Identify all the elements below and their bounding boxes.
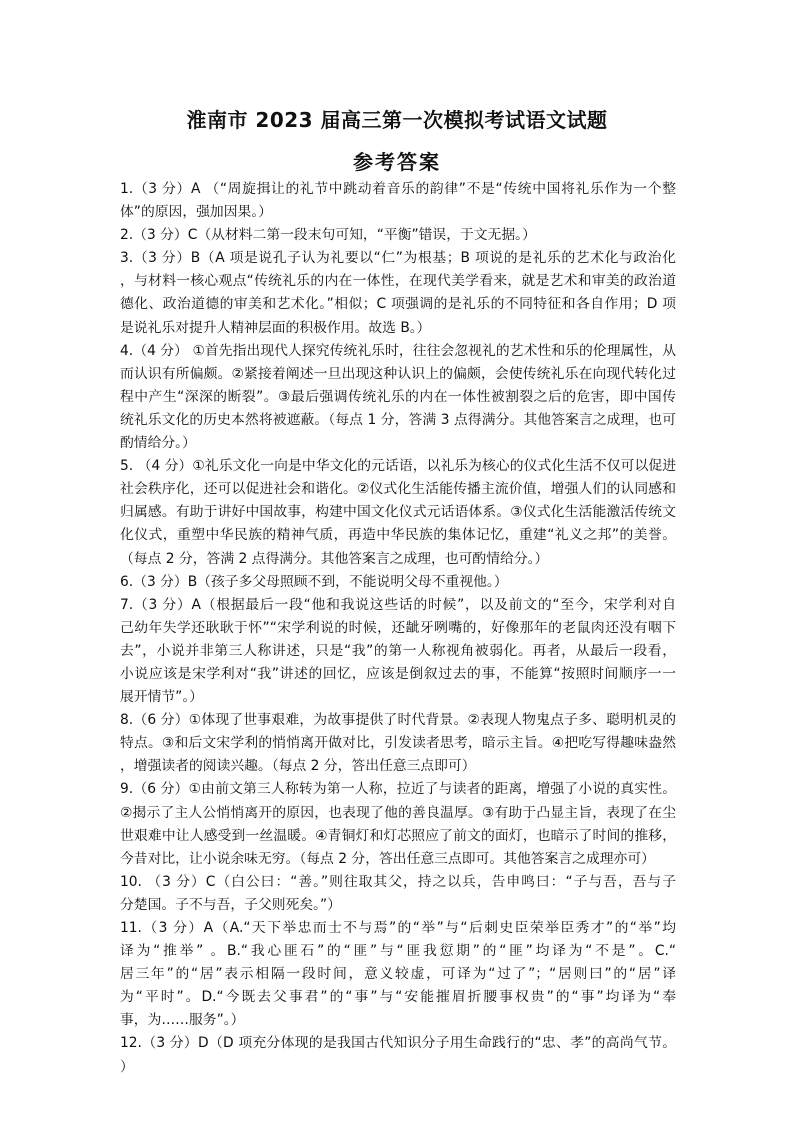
answer-line: 而认识有所偏颇。②紧接着阐述一旦出现这种认识上的偏颇，会使传统礼乐在向现代转化过 bbox=[120, 365, 676, 382]
page-subtitle: 参考答案 bbox=[353, 150, 441, 174]
answer-line: 去”，小说并非第三人称讲述，只是“我”的第一人称视角被弱化。再者，从最后一段看， bbox=[120, 642, 676, 659]
answer-line: 3.（3 分）B（A 项是说孔子认为礼要以“仁”为根基；B 项说的是礼乐的艺术化与政治化 bbox=[120, 250, 676, 267]
answer-line: 展开情节”。） bbox=[120, 689, 204, 706]
answer-line: ） bbox=[120, 1058, 134, 1075]
answer-line: 译为“推举” 。B.“我心匪石”的“匪”与“匪我愆期”的“匪”均译为“不是”。C.“ bbox=[120, 943, 676, 960]
answer-line: （每点 2 分，答满 2 点得满分。其他答案言之成理，也可酌情给分。） bbox=[120, 550, 549, 567]
answer-line: ，增强读者的阅读兴趣。（每点 2 分，答出任意三点即可） bbox=[120, 758, 476, 775]
answer-line: 化仪式，重塑中华民族的精神气质，再造中华民族的集体记忆，重建“礼义之邦”的美誉。 bbox=[120, 527, 676, 544]
answer-list bbox=[120, 178, 676, 1079]
answer-line: 体”的原因，强加因果。） bbox=[120, 204, 273, 221]
answer-line: 归属感。有助于讲好中国故事，构建中国文化仪式元话语体系。③仪式化生活能激活传统文 bbox=[120, 504, 676, 521]
answer-line: 社会秩序化，还可以促进社会和谐化。②仪式化生活能传播主流价值，增强人们的认同感和 bbox=[120, 481, 676, 498]
answer-line: ②揭示了主人公悄悄离开的原因，也表现了他的善良温厚。③有助于凸显主旨，表现了在尘 bbox=[120, 804, 676, 821]
answer-line: 7.（3 分）A（根据最后一段“他和我说这些话的时候”，以及前文的“至今，宋学利对自 bbox=[120, 596, 676, 613]
answer-line: 居三年”的“居”表示相隔一段时间，意义较虚，可译为“过了”；“居则曰”的“居”译 bbox=[120, 966, 676, 983]
answer-line: 今昔对比，让小说余味无穷。（每点 2 分，答出任意三点即可。其他答案言之成理亦可） bbox=[120, 850, 655, 867]
answer-item-4 bbox=[120, 340, 676, 455]
answer-item-5 bbox=[120, 455, 676, 570]
answer-line: 6.（3 分）B（孩子多父母照顾不到，不能说明父母不重视他。） bbox=[120, 573, 508, 590]
page-title: 淮南市 2023 届高三第一次模拟考试语文试题 bbox=[186, 108, 608, 132]
answer-line: 世艰难中让人感受到一丝温暖。④青铜灯和灯芯照应了前文的面灯，也暗示了时间的推移， bbox=[120, 827, 676, 844]
answer-item-11 bbox=[120, 917, 676, 1032]
answer-item-12 bbox=[120, 1032, 676, 1078]
answer-item-9 bbox=[120, 778, 676, 870]
answer-line: 德化、政治道德的审美和艺术化。”相似；C 项强调的是礼乐的不同特征和各自作用；D 项 bbox=[120, 296, 676, 313]
answer-line: 9.（6 分）①由前文第三人称转为第一人称，拉近了与读者的距离，增强了小说的真实性。 bbox=[120, 781, 676, 798]
answer-line: 特点。③和后文宋学利的悄悄离开做对比，引发读者思考，暗示主旨。④把吃写得趣味盎然 bbox=[120, 735, 676, 752]
answer-line: 为“平时”。D.“今既去父事君”的“事”与“安能摧眉折腰事权贵”的“事”均译为“奉 bbox=[120, 989, 676, 1006]
answer-item-7 bbox=[120, 594, 676, 709]
answer-line: 小说应该是宋学利对“我”讲述的回忆，应该是倒叙过去的事，不能算“按照时间顺序一一 bbox=[120, 665, 676, 682]
answer-line: 己幼年失学还耿耿于怀”“宋学利说的时候，还龇牙咧嘴的，好像那年的老鼠肉还没有咽下 bbox=[120, 619, 676, 636]
answer-line: 程中产生“深深的断裂”。③最后强调传统礼乐的内在一体性被割裂之后的危害，即中国传 bbox=[120, 388, 676, 405]
answer-line: 1.（3 分）A （“周旋揖让的礼节中跳动着音乐的韵律”不是“传统中国将礼乐作为一个整 bbox=[120, 181, 676, 197]
answer-line: 4.（4 分） ①首先指出现代人探究传统礼乐时，往往会忽视礼的艺术性和乐的伦理属性，从 bbox=[120, 342, 676, 359]
answer-item-10 bbox=[120, 871, 676, 917]
answer-line: 8.（6 分）①体现了世事艰难，为故事提供了时代背景。②表现人物鬼点子多、聪明机灵的 bbox=[120, 712, 676, 729]
answer-line: 10. （3 分）C（白公曰：“善。”则往取其父，持之以兵，告申鸣曰：“子与吾，吾与子 bbox=[120, 873, 676, 890]
answer-line: 统礼乐文化的历史本然将被遮蔽。（每点 1 分，答满 3 点得满分。其他答案言之成理，也可 bbox=[120, 411, 676, 428]
answer-item-3 bbox=[120, 247, 676, 339]
answer-line: 分楚国。子不与吾，子父则死矣。”） bbox=[120, 896, 341, 913]
answer-line: 事，为……服务”。） bbox=[120, 1012, 245, 1029]
answer-line: 11.（3 分）A（A.“天下举忠而士不与焉”的“举”与“后刺史臣荣举臣秀才”的“举”均 bbox=[120, 920, 676, 936]
answer-line: 2.（3 分）C（从材料二第一段末句可知，“平衡”错误，于文无据。） bbox=[120, 227, 536, 244]
answer-line: 12.（3 分）D（D 项充分体现的是我国古代知识分子用生命践行的“忠、孝”的高尚气节。 bbox=[120, 1035, 676, 1052]
answer-item-1 bbox=[120, 178, 676, 224]
answer-line: 酌情给分。） bbox=[120, 435, 196, 452]
answer-line: ，与材料一核心观点“传统礼乐的内在一体性，在现代美学看来，就是艺术和审美的政治道 bbox=[120, 273, 676, 290]
answer-line: 5. （4 分）①礼乐文化一向是中华文化的元话语，以礼乐为核心的仪式化生活不仅可以促进 bbox=[120, 458, 676, 475]
answer-line: 是说礼乐对提升人精神层面的积极作用。故选 B。） bbox=[120, 319, 431, 336]
answer-item-2 bbox=[120, 224, 676, 247]
answer-item-8 bbox=[120, 709, 676, 778]
answer-item-6 bbox=[120, 571, 676, 594]
